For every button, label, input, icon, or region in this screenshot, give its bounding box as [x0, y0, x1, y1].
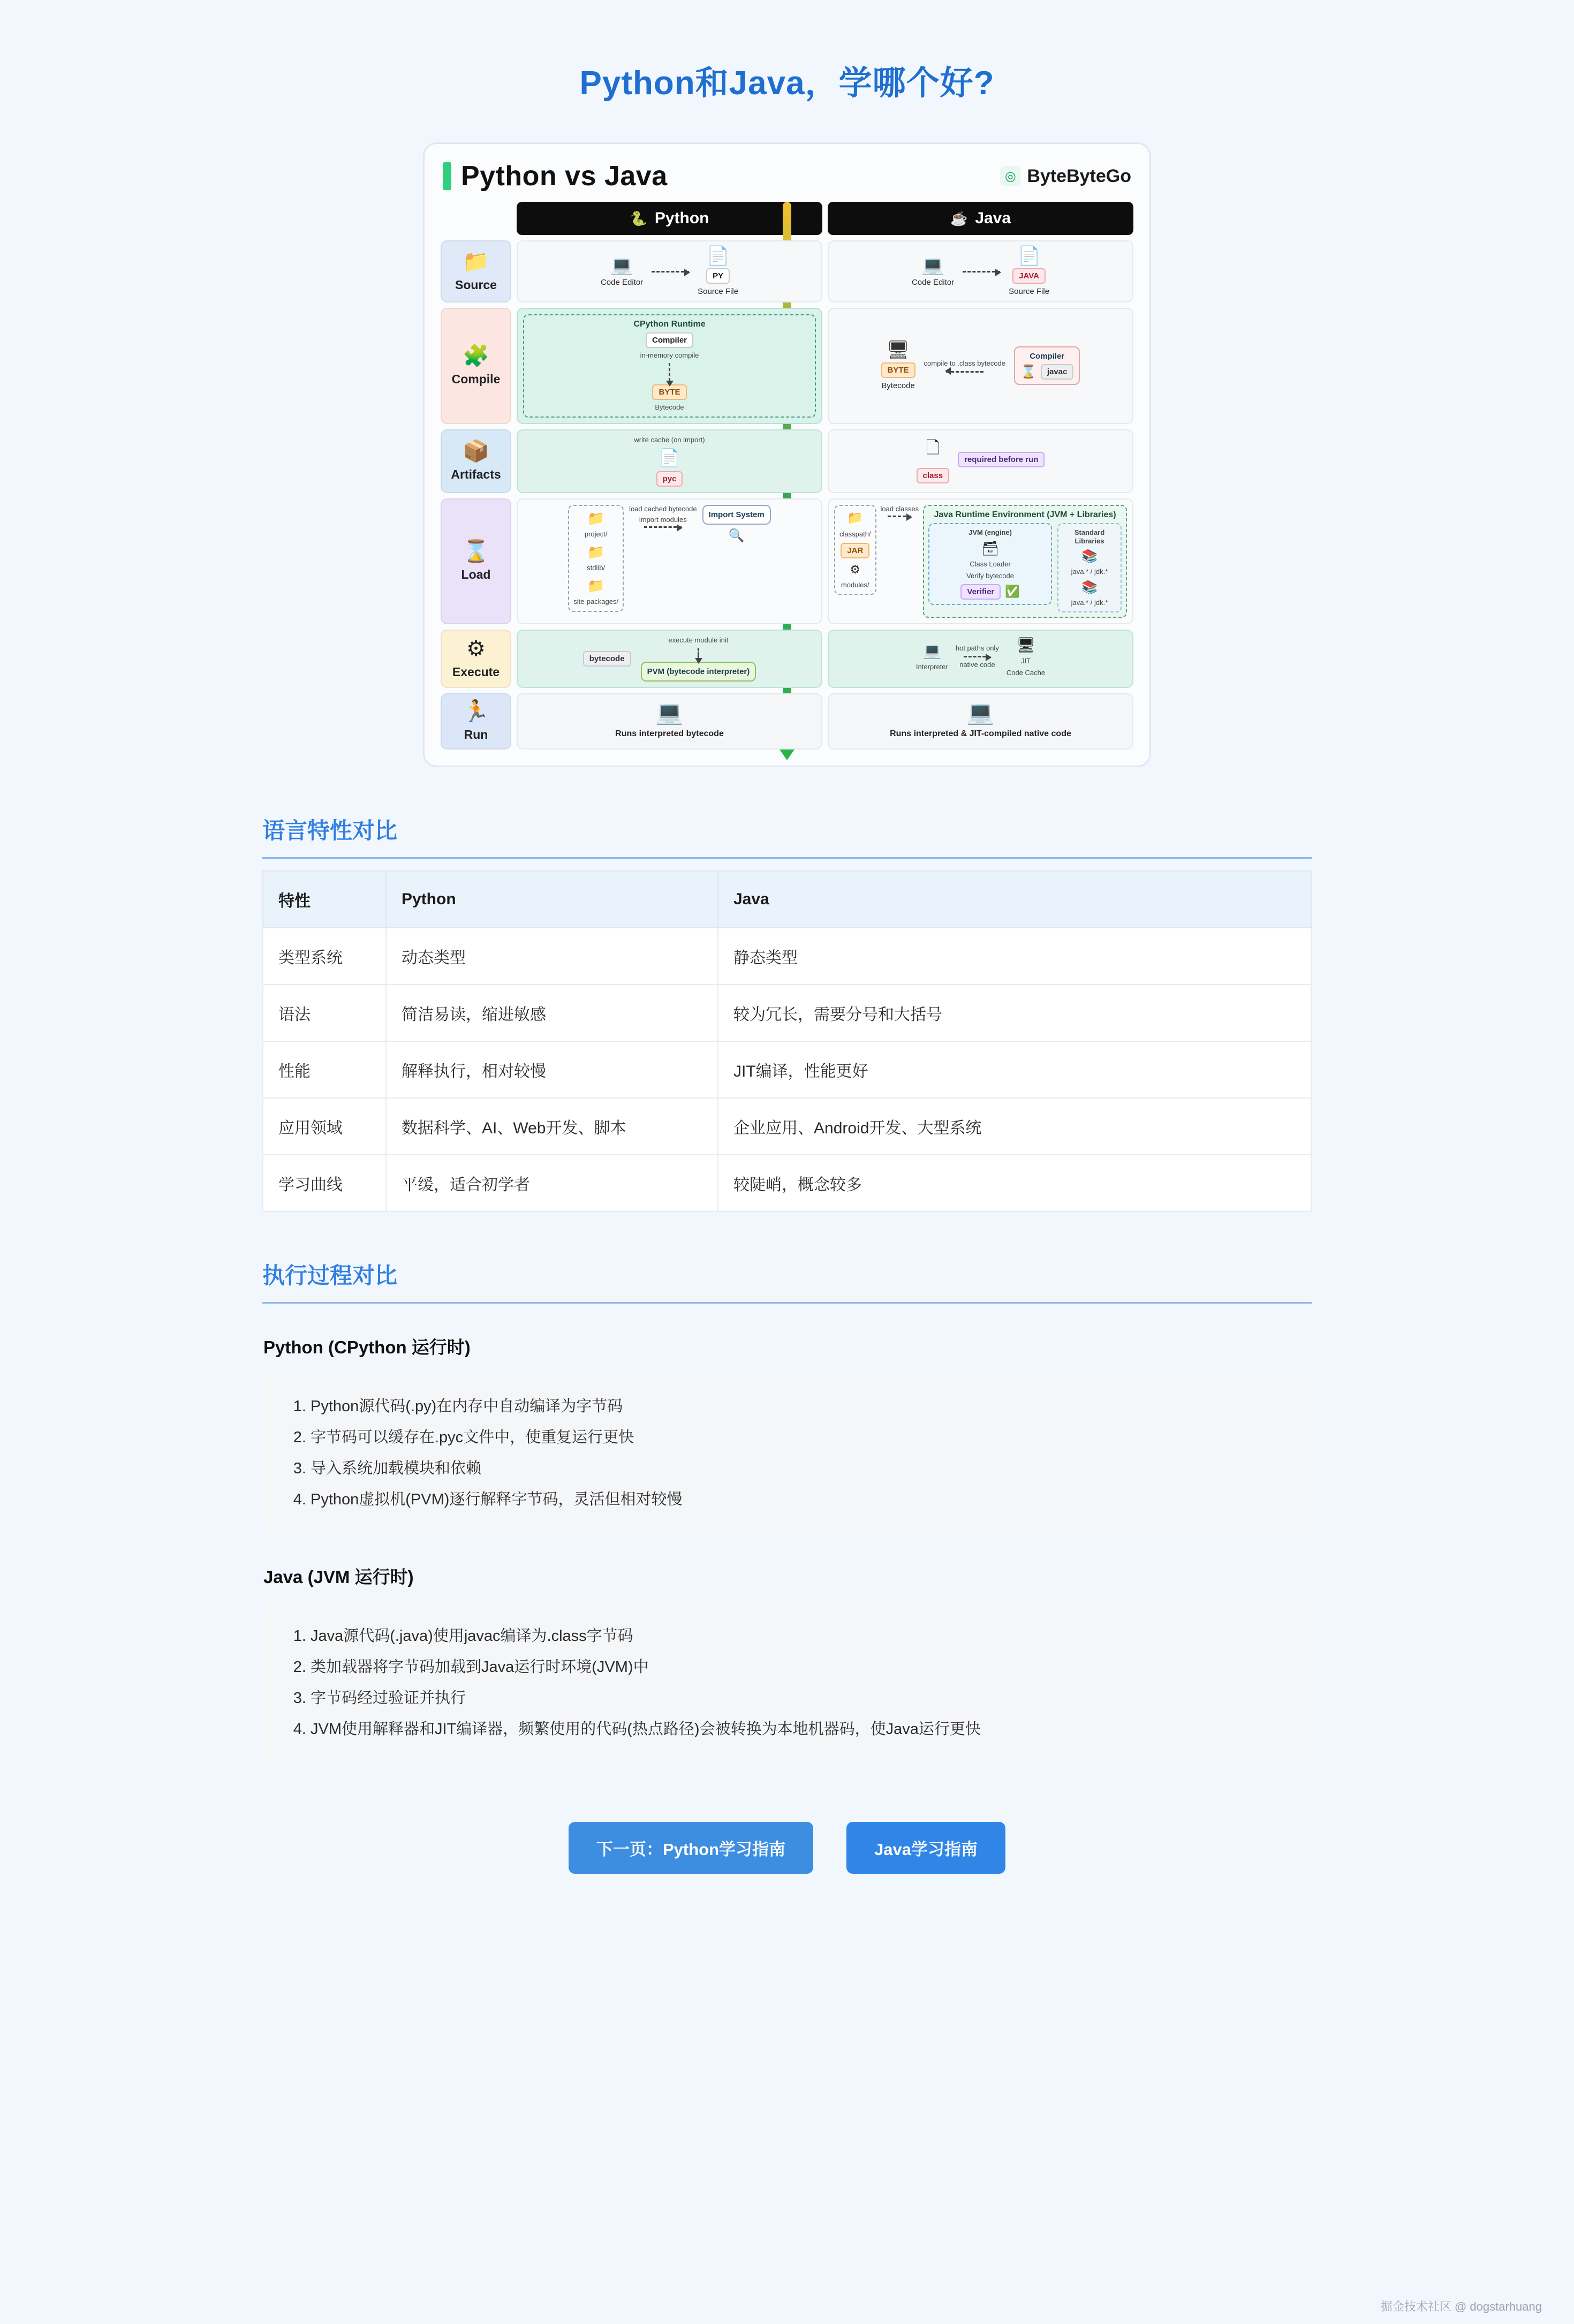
monitor-icon: 🖥 [886, 340, 910, 361]
verifier-chip: Verifier [960, 584, 1001, 600]
file-icon: 📄 [1017, 246, 1041, 266]
list-item: 4. Python虚拟机(PVM)逐行解释字节码，灵活但相对较慢 [311, 1484, 1290, 1515]
python-execute-note: execute module init [668, 635, 729, 644]
list-item: 2. 字节码可以缓存在.pyc文件中，使重复运行更快 [311, 1422, 1290, 1453]
interpreter-label: Interpreter [915, 662, 948, 671]
standard-libraries-box: Standard Libraries 📚 java.* / jdk.* 📚 java.* / jdk.* [1057, 523, 1122, 612]
accent-bar-icon [443, 162, 451, 190]
python-bytecode-label: Bytecode [655, 403, 684, 412]
table-row [263, 985, 1311, 1041]
arrow-icon [669, 363, 670, 381]
python-search-paths: 📁 project/ 📁 stdlib/ 📁 site-packages/ [568, 505, 624, 612]
list-item: 3. 字节码经过验证并执行 [311, 1683, 1290, 1714]
cell-feature: 类型系统 [263, 928, 386, 985]
brand [1000, 166, 1131, 187]
cell-java: 静态类型 [718, 928, 1311, 985]
java-badge: JAVA [1012, 268, 1046, 284]
java-bytecode-badge: BYTE [881, 362, 915, 378]
pyc-badge: pyc [656, 471, 683, 487]
java-load-note: load classes [880, 504, 919, 513]
arrow-icon [963, 271, 1000, 272]
stage-load-label: Load [461, 567, 491, 581]
jvm-title: JVM (engine) [968, 528, 1012, 536]
python-steps-list [262, 1373, 1312, 1533]
process-section [262, 1258, 1312, 1874]
java-guide-button[interactable]: Java学习指南 [846, 1822, 1005, 1874]
execute-cell-python [517, 630, 822, 688]
code-editor-icon: 💻 [921, 255, 944, 276]
cell-feature: 语法 [263, 985, 386, 1041]
list-item: 1. Python源代码(.py)在内存中自动编译为字节码 [311, 1391, 1290, 1422]
table-header-python: Python [386, 871, 718, 928]
features-table [262, 870, 1312, 1212]
java-steps-list [262, 1602, 1312, 1763]
java-compiler-box [1014, 346, 1080, 385]
page-title: Python和Java，学哪个好? [579, 65, 995, 102]
features-section [262, 813, 1312, 1212]
stage-artifacts-label: Artifacts [451, 467, 501, 481]
python-code-editor: 💻 Code Editor [600, 255, 644, 287]
cell-feature: 学习曲线 [263, 1155, 386, 1212]
java-code-editor: 💻 Code Editor [911, 255, 955, 287]
java-compiler-label: Compiler [1030, 352, 1065, 361]
compile-cell-python [517, 308, 822, 424]
stage-execute-label: Execute [452, 664, 500, 679]
java-compile-note-wrap [924, 359, 1005, 373]
run-cell-python [517, 693, 822, 750]
python-import-note: import modules [639, 516, 687, 524]
cpu-icon: 💻 [922, 642, 942, 659]
check-circle-icon: ✅ [1005, 585, 1020, 598]
load-cell-python [517, 498, 822, 624]
arrow-icon [652, 271, 689, 272]
folder-icon: 📁 [587, 544, 605, 560]
library-icon: 📚 [1081, 549, 1098, 564]
monitor-icon: 💻 [966, 700, 995, 725]
cell-python: 解释执行，相对较慢 [386, 1041, 718, 1098]
runner-icon: 🏃 [463, 700, 489, 723]
footer-buttons [262, 1822, 1312, 1874]
artifacts-cell-python [517, 429, 822, 493]
java-classpath-group: 📁 classpath/ JAR ⚙ modules/ [834, 505, 876, 595]
infographic-card [423, 142, 1151, 767]
table-row [263, 928, 1311, 985]
cell-python: 简洁易读，缩进敏感 [386, 985, 718, 1041]
file-icon: 📄 [706, 246, 730, 266]
grid-corner [441, 202, 511, 235]
stage-load [441, 498, 511, 624]
cpu-icon: 🖥 [1016, 636, 1035, 653]
infographic-header [441, 158, 1133, 202]
folder-icon: 📁 [847, 510, 864, 525]
python-run-note: Runs interpreted bytecode [615, 729, 724, 738]
column-header-python [517, 202, 822, 235]
java-source-file: 📄 JAVA Source File [1009, 246, 1050, 296]
column-header-java [828, 202, 1133, 235]
javac-chip: javac [1041, 364, 1074, 380]
std-lib-title: Standard Libraries [1074, 528, 1105, 545]
list-item: 2. 类加载器将字节码加载到Java运行时环境(JVM)中 [311, 1652, 1290, 1683]
stage-run [441, 693, 511, 750]
jre-title: Java Runtime Environment (JVM + Libraries) [934, 510, 1116, 519]
brand-name: ByteByteGo [1027, 165, 1131, 186]
bytebytego-logo-icon: ◎ [1000, 166, 1020, 186]
library-icon: 📚 [1081, 580, 1098, 595]
gear-check-icon: ⚙ [466, 637, 486, 661]
run-cell-java [828, 693, 1133, 750]
modules-icon: ⚙ [850, 563, 861, 576]
code-cache-label: Code Cache [1006, 669, 1046, 677]
arrow-icon [964, 656, 990, 657]
python-source-file: 📄 PY Source File [698, 246, 739, 296]
python-cache-note: write cache (on import) [634, 435, 705, 444]
magnifier-icon: 🔍 [728, 528, 745, 543]
stage-source-label: Source [455, 277, 497, 292]
watermark: 掘金技术社区 @ dogstarhuang [1380, 2300, 1542, 2313]
arrow-icon [698, 648, 699, 658]
list-item: 4. JVM使用解释器和JIT编译器，频繁使用的代码(热点路径)会被转换为本地机器码，使Java运行更快 [311, 1714, 1290, 1745]
stage-run-label: Run [464, 728, 488, 741]
file-icon: 📄 [659, 448, 680, 467]
jvm-engine-box: JVM (engine) 🗃 Class Loader Verify bytecode Verifier ✅ [928, 523, 1052, 605]
list-item: 1. Java源代码(.java)使用javac编译为.class字节码 [311, 1621, 1290, 1652]
prev-page-button[interactable]: 下一页：Python学习指南 [569, 1822, 813, 1874]
pvm-label: PVM (bytecode interpreter) [647, 667, 750, 676]
stage-source [441, 240, 511, 302]
arrow-icon [644, 526, 682, 528]
box-icon: 📦 [463, 439, 489, 463]
cell-python: 数据科学、AI、Web开发、脚本 [386, 1098, 718, 1155]
stage-compile-label: Compile [451, 372, 501, 386]
file-stack-icon: 🗋 [926, 437, 940, 457]
cell-python: 平缓，适合初学者 [386, 1155, 718, 1212]
cube-icon: 🧩 [463, 344, 489, 368]
python-compile-note: in-memory compile [640, 351, 699, 359]
source-cell-java [828, 240, 1133, 302]
pvm-box [641, 662, 756, 682]
table-header-row [263, 871, 1311, 928]
java-run-note: Runs interpreted & JIT-compiled native code [890, 729, 1071, 738]
folder-icon: 📁 [463, 249, 489, 274]
java-process-heading: Java (JVM 运行时) [263, 1567, 414, 1587]
cell-feature: 性能 [263, 1041, 386, 1098]
monitor-icon: 💻 [655, 700, 684, 725]
arrow-icon [946, 371, 983, 373]
stage-compile [441, 308, 511, 424]
python-compiler-chip: Compiler [646, 332, 693, 348]
table-header-java: Java [718, 871, 1311, 928]
infographic-grid [441, 202, 1133, 750]
table-row [263, 1098, 1311, 1155]
cpython-runtime-title: CPython Runtime [633, 320, 706, 329]
jar-badge: JAR [841, 543, 869, 558]
java-required-note: required before run [958, 452, 1045, 467]
artifacts-cell-java [828, 429, 1133, 493]
cell-feature: 应用领域 [263, 1098, 386, 1155]
stage-execute [441, 630, 511, 688]
table-row [263, 1041, 1311, 1098]
cell-java: 企业应用、Android开发、大型系统 [718, 1098, 1311, 1155]
java-bytecode-node: 🖥 BYTE Bytecode [881, 340, 915, 391]
hot-path-note: hot paths only [955, 644, 999, 652]
jre-box [923, 505, 1127, 618]
source-cell-python [517, 240, 822, 302]
jit-label: JIT [1020, 656, 1031, 665]
python-load-cache-note: load cached bytecode [629, 504, 697, 513]
python-bytecode-badge: BYTE [652, 384, 686, 400]
cell-java: JIT编译，性能更好 [718, 1041, 1311, 1098]
class-loader-icon: 🗃 [981, 540, 1000, 556]
features-section-title: 语言特性对比 [262, 813, 1312, 859]
python-logo-icon: 🐍 [630, 210, 647, 226]
arrow-icon [888, 516, 911, 517]
hourglass-icon: ⌛ [1020, 365, 1036, 380]
list-item: 3. 导入系统加载模块和依赖 [311, 1453, 1290, 1484]
cell-python: 动态类型 [386, 928, 718, 985]
py-badge: PY [706, 268, 730, 284]
infographic-title: Python vs Java [461, 161, 668, 192]
java-logo-icon: ☕ [950, 210, 968, 226]
native-code-note: native code [959, 661, 995, 669]
column-header-python-label: Python [654, 209, 709, 227]
hourglass-icon: ⌛ [463, 539, 489, 563]
load-cell-java [828, 498, 1133, 624]
compile-cell-java [828, 308, 1133, 424]
folder-icon: 📁 [587, 510, 605, 526]
execute-cell-java [828, 630, 1133, 688]
python-import-system-box: Import System [702, 505, 771, 525]
code-editor-icon: 💻 [610, 255, 633, 276]
folder-icon: 📁 [587, 578, 605, 594]
column-header-java-label: Java [975, 209, 1011, 227]
process-section-title: 执行过程对比 [262, 1258, 1312, 1304]
java-compile-note: compile to .class bytecode [924, 359, 1006, 367]
table-row [263, 1155, 1311, 1212]
python-process-heading: Python (CPython 运行时) [263, 1337, 471, 1357]
python-bytecode-chip: bytecode [583, 651, 631, 667]
stage-artifacts [441, 429, 511, 493]
class-badge: class [917, 468, 950, 483]
cell-java: 较为冗长，需要分号和大括号 [718, 985, 1311, 1041]
cell-java: 较陡峭，概念较多 [718, 1155, 1311, 1212]
table-header-feature: 特性 [263, 871, 386, 928]
